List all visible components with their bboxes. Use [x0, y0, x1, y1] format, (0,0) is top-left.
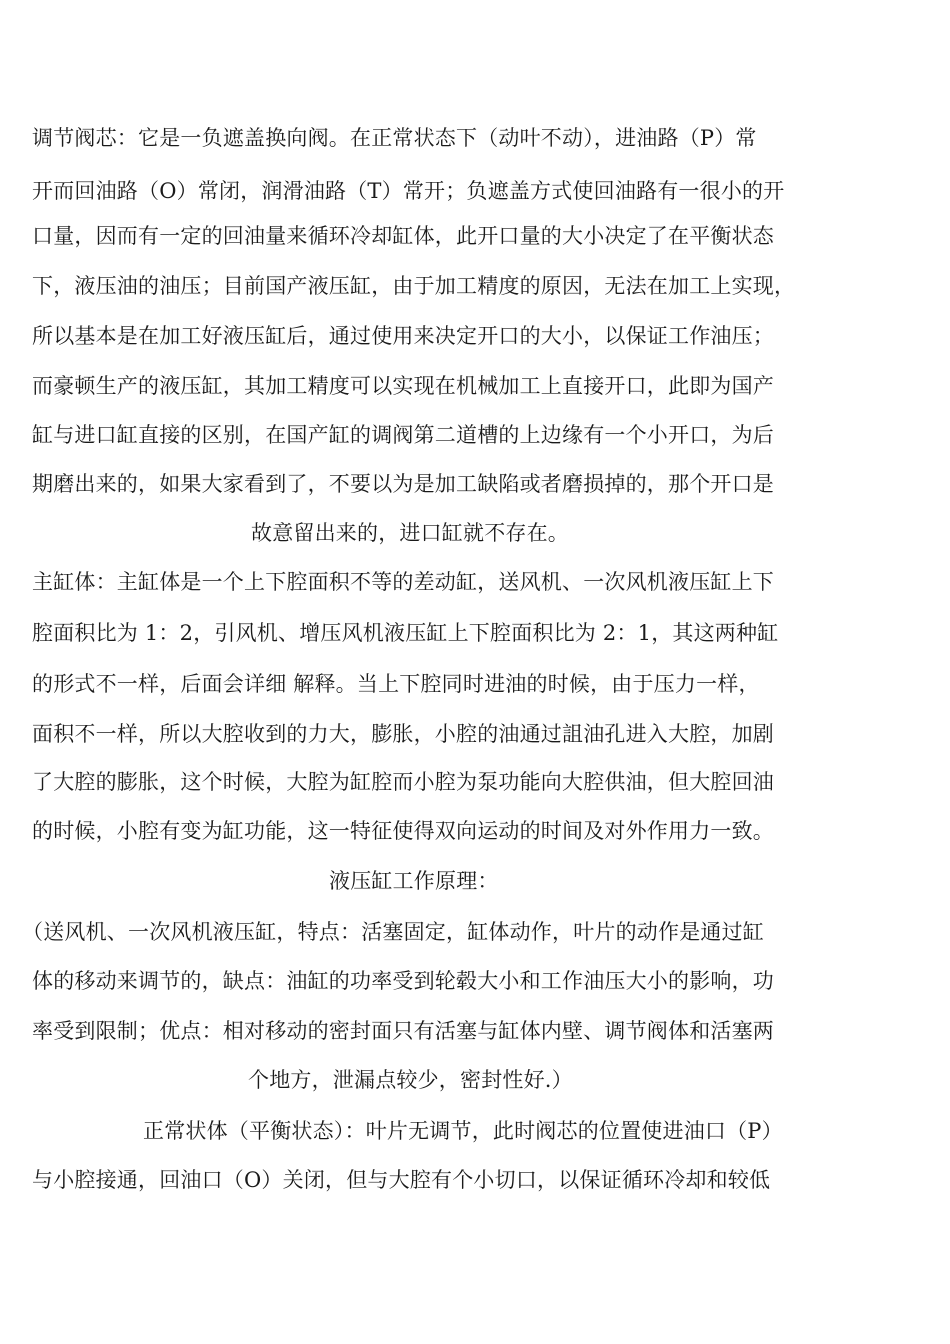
- text-line: 缸与进口缸直接的区别，在国产缸的调阀第二道槽的上边缘有一个小开口，为后: [32, 423, 774, 447]
- text-line: 下，液压油的油压；目前国产液压缸，由于加工精度的原因，无法在加工上实现，: [32, 274, 796, 298]
- section-heading-working-principle: 液压缸工作原理：: [329, 869, 499, 893]
- text-line: 个地方，泄漏点较少，密封性好.）: [248, 1068, 573, 1092]
- text-line: 率受到限制；优点：相对移动的密封面只有活塞与缸体内壁、调节阀体和活塞两: [32, 1019, 774, 1043]
- text-line: 了大腔的膨胀，这个时候，大腔为缸腔而小腔为泵功能向大腔供油，但大腔回油: [32, 770, 774, 794]
- text-line: 期磨出来的，如果大家看到了，不要以为是加工缺陷或者磨损掉的，那个开口是: [32, 472, 774, 496]
- text-line: 口量，因而有一定的回油量来循环冷却缸体，此开口量的大小决定了在平衡状态: [32, 224, 774, 248]
- text-line: 的时候，小腔有变为缸功能，这一特征使得双向运动的时间及对外作用力一致。: [32, 819, 774, 843]
- text-line: 与小腔接通，回油口（O）关闭，但与大腔有个小切口，以保证循环冷却和较低: [32, 1168, 771, 1192]
- text-line: 所以基本是在加工好液压缸后，通过使用来决定开口的大小，以保证工作油压；: [32, 324, 774, 348]
- text-line: 的形式不一样，后面会详细 解释。当上下腔同时进油的时候，由于压力一样，: [32, 672, 760, 696]
- text-line: 而豪顿生产的液压缸，其加工精度可以实现在机械加工上直接开口，此即为国产: [32, 374, 774, 398]
- text-line: 故意留出来的，进口缸就不存在。: [251, 521, 569, 545]
- text-line: 开而回油路（O）常闭，润滑油路（T）常开；负遮盖方式使回油路有一很小的开: [32, 179, 785, 203]
- text-line: 腔面积比为 1：2，引风机、增压风机液压缸上下腔面积比为 2：1，其这两种缸: [32, 621, 779, 645]
- text-line: 正常状体（平衡状态）：叶片无调节，此时阀芯的位置使进油口（P）: [143, 1119, 783, 1143]
- section-heading-main-cylinder: 主缸体：主缸体是一个上下腔面积不等的差动缸，送风机、一次风机液压缸上下: [32, 570, 774, 594]
- text-line: 体的移动来调节的，缺点：油缸的功率受到轮毂大小和工作油压大小的影响，功: [32, 969, 774, 993]
- text-line: 调节阀芯：它是一负遮盖换向阀。在正常状态下（动叶不动），进油路（P）常: [32, 126, 757, 150]
- text-line: （送风机、一次风机液压缸，特点：活塞固定，缸体动作，叶片的动作是通过缸: [22, 920, 764, 944]
- text-line: 面积不一样，所以大腔收到的力大，膨胀，小腔的油通过詛油孔进入大腔，加剧: [32, 722, 774, 746]
